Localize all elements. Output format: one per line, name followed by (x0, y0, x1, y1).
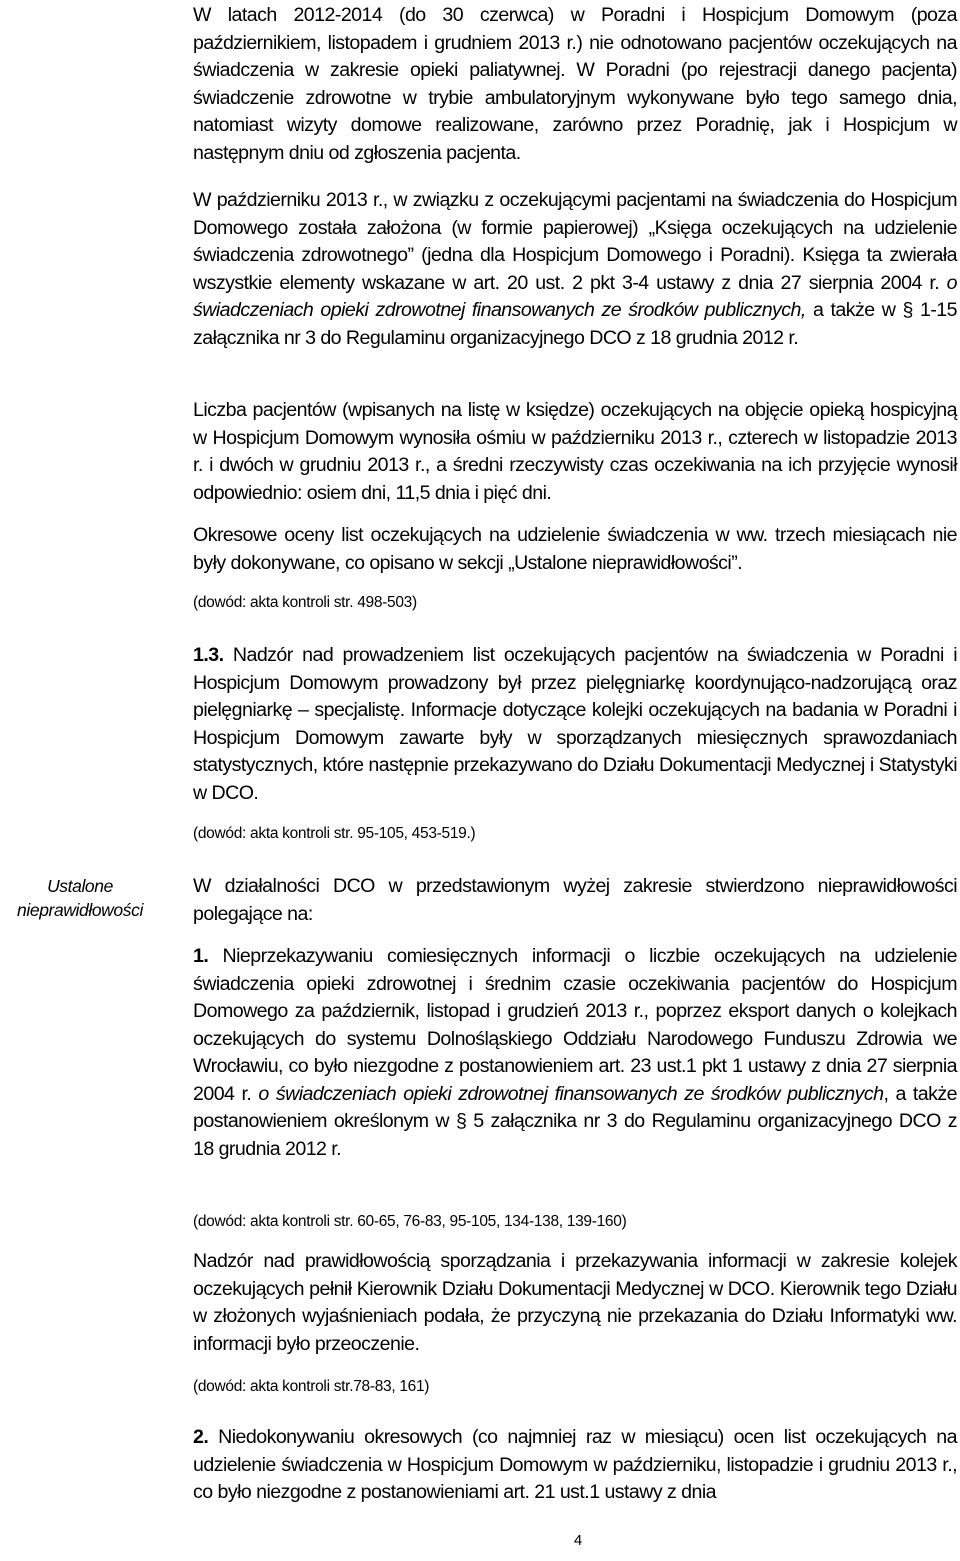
section-text: Nadzór nad prowadzeniem list oczekujących pacjentów na świadczenia w Poradni i Hospicjum Domowym prowadzony był przez pielęgniarkę koordynująco-nadzorującą oraz pielęgniarkę – specjalistę. Informacje dotyczące kolejki oczekujących na badania w Poradni i Hospicjum Domowym zawarte były w sporządzanych miesięcznych sprawozdaniach statystycznych, które następnie przekazywano do Działu Dokumentacji Medycznej i Statystyki w DCO. (193, 644, 957, 804)
side-label-findings: Ustalone nieprawidłowości (17, 876, 143, 920)
finding-text-cont: , a także postanowieniem określonym w § 5 załącznika nr 3 do Regulaminu organizacyjnego DCO z 18 grudnia 2012 r. (193, 1082, 957, 1160)
finding-text: Niedokonywaniu okresowych (co najmniej raz w miesiącu) ocen list oczekujących na udzielenie świadczenia w Hospicjum Domowym w październiku, listopadzie i grudniu 2013 r., co było niezgodne z postanowieniami art. 21 ust.1 ustawy z dnia (193, 1426, 957, 1503)
page-number: 4 (573, 1532, 583, 1549)
findings-intro: W działalności DCO w przedstawionym wyżej zakresie stwierdzono nieprawidłowości polegające na: (193, 875, 957, 925)
finding-number: 2. (193, 1426, 209, 1448)
act-title-italic: o świadczeniach opieki zdrowotnej finansowanych ze środków publicznych, (193, 271, 957, 321)
finding-number: 1. (193, 945, 209, 967)
proof-note-4: (dowód: akta kontroli str.78-83, 161) (193, 1378, 430, 1395)
finding-1 (193, 943, 957, 1163)
paragraph-text: W latach 2012-2014 (do 30 czerwca) w Poradni i Hospicjum Domowym (poza październikiem, listopadem i grudniem 2013 r.) nie odnotowano pacjentów oczekujących na świadczenia w zakresie opieki paliatywnej. W Poradni (po rejestracji danego pacjenta) świadczenie zdrowotne w trybie ambulatoryjnym wykonywane było tego samego dnia, natomiast wizyty domowe realizowane, zarówno przez Poradnię, jak i Hospicjum w następnym dniu od zgłoszenia pacjenta. (193, 4, 957, 164)
paragraph-patient-count (193, 397, 957, 507)
proof-note-1: (dowód: akta kontroli str. 498-503) (193, 594, 417, 611)
paragraph-supervision (193, 1248, 957, 1358)
paragraph-waiting-patients (193, 2, 957, 167)
paragraph-waiting-book (193, 187, 957, 352)
finding-text: Nieprzekazywaniu comiesięcznych informacji o liczbie oczekujących na udzielenie świadczenia opieki zdrowotnej i średnim czasie oczekiwania pacjentów do Hospicjum Domowego za październik, listopad i grudzień 2013 r., poprzez eksport danych o kolejkach oczekujących do systemu Dolnośląskiego Oddziału Narodowego Funduszu Zdrowia we Wrocławiu, co było niezgodne z postanowieniem art. 23 ust.1 pkt 1 ustawy z dnia 27 sierpnia 2004 r. (193, 945, 957, 1105)
paragraph-text: W październiku 2013 r., w związku z oczekującymi pacjentami na świadczenia do Hospicjum Domowego została założona (w formie papierowej) „Księga oczekujących na udzielenie świadczenia zdrowotnego” (jedna dla Hospicjum Domowego i Poradni). Księga ta zwierała wszystkie elementy wskazane w art. 20 ust. 2 pkt 3-4 ustawy z dnia 27 sierpnia 2004 r. (193, 189, 957, 294)
proof-note-2: (dowód: akta kontroli str. 95-105, 453-519.) (193, 825, 476, 842)
proof-note-3: (dowód: akta kontroli str. 60-65, 76-83, 95-105, 134-138, 139-160) (193, 1213, 627, 1230)
section-1-3 (193, 642, 957, 807)
act-title-italic: o świadczeniach opieki zdrowotnej finansowanych ze środków publicznych (258, 1082, 884, 1105)
paragraph-text-cont: a także w § 1-15 załącznika nr 3 do Regulaminu organizacyjnego DCO z 18 grudnia 2012 r. (193, 299, 957, 349)
paragraph-text: Liczba pacjentów (wpisanych na listę w księdze) oczekujących na objęcie opieką hospicyjną w Hospicjum Domowym wynosiła ośmiu w październiku 2013 r., czterech w listopadzie 2013 r. i dwóch w grudniu 2013 r., a średni rzeczywisty czas oczekiwania na ich przyjęcie wynosił odpowiednio: osiem dni, 11,5 dnia i pięć dni. (193, 399, 957, 504)
paragraph-text: Nadzór nad prawidłowością sporządzania i przekazywania informacji w zakresie kolejek oczekujących pełnił Kierownik Działu Dokumentacji Medycznej w DCO. Kierownik tego Działu w złożonych wyjaśnieniach podała, że przyczyną nie przekazania do Działu Informatyki ww. informacji było przeoczenie. (193, 1250, 957, 1355)
paragraph-text: Okresowe oceny list oczekujących na udzielenie świadczenia w ww. trzech miesiącach nie były dokonywane, co opisano w sekcji „Ustalone nieprawidłowości”. (193, 524, 957, 574)
finding-2 (193, 1424, 957, 1507)
section-number: 1.3. (193, 644, 224, 666)
paragraph-periodic-reviews (193, 522, 957, 577)
